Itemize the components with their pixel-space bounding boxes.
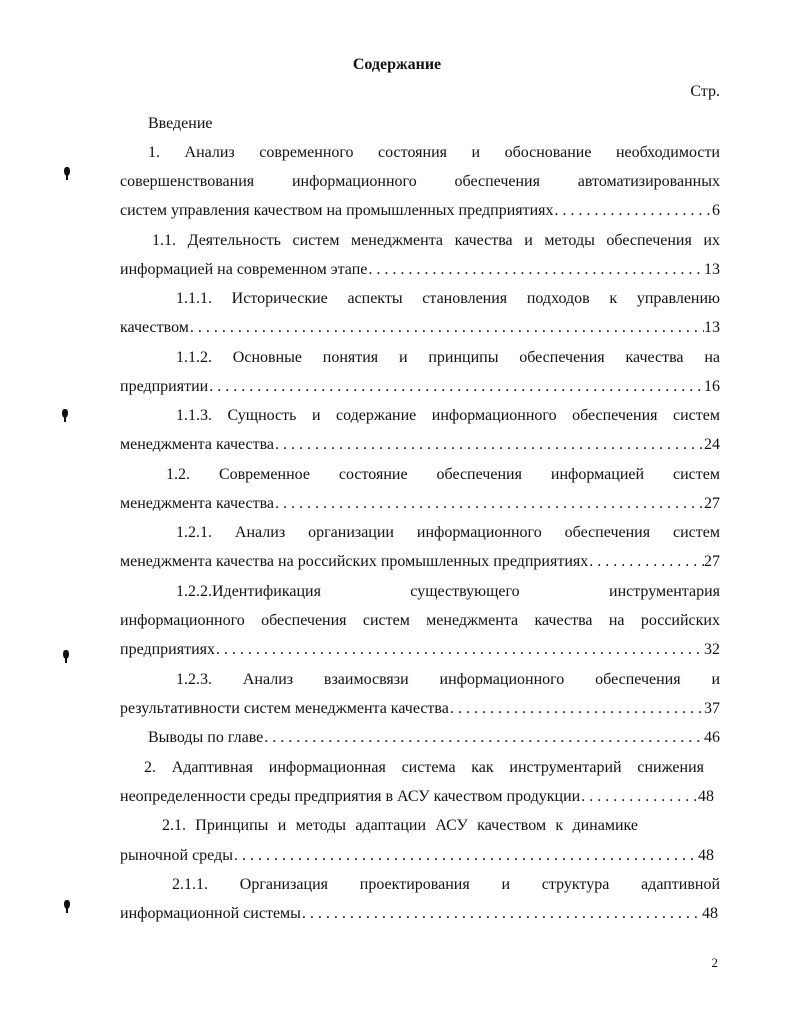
toc-dots bbox=[263, 727, 704, 749]
toc-dots bbox=[367, 259, 704, 281]
toc-entry bbox=[120, 551, 720, 573]
toc-entry-title: информацией на современном этапе bbox=[120, 261, 368, 278]
toc-entry-title: менеджмента качества bbox=[120, 495, 275, 512]
toc-page: 48 bbox=[698, 788, 714, 805]
toc-line: информационного обеспечения систем менеджмента качества на российских bbox=[120, 612, 720, 629]
toc-entry bbox=[120, 639, 720, 661]
toc-page: 13 bbox=[704, 319, 720, 336]
toc-line: 1. Анализ современного состояния и обоснование необходимости bbox=[148, 144, 720, 161]
toc-line: 1.1. Деятельность систем менеджмента качества и методы обеспечения их bbox=[152, 232, 720, 249]
toc-entry bbox=[120, 493, 720, 515]
toc-line: 2.1.1. Организация проектирования и структура адаптивной bbox=[172, 876, 720, 893]
toc-dots bbox=[233, 845, 698, 867]
toc-entry-title: менеджмента качества bbox=[120, 436, 275, 453]
toc-line: 1.2.3. Анализ взаимосвязи информационного обеспечения и bbox=[176, 671, 720, 688]
toc-page: 13 bbox=[704, 261, 720, 278]
toc-page: 27 bbox=[704, 495, 720, 512]
toc-entry bbox=[120, 903, 718, 925]
toc-line: 1.2.1. Анализ организации информационного обеспечения систем bbox=[176, 524, 720, 541]
toc-entry-title: качеством bbox=[120, 319, 189, 336]
toc-page: 48 bbox=[702, 905, 718, 922]
toc-dots bbox=[449, 698, 704, 720]
toc-entry bbox=[120, 376, 720, 398]
toc-entry bbox=[120, 317, 720, 339]
toc-line: совершенствования информационного обеспечения автоматизированных bbox=[120, 173, 720, 190]
toc-line: 1.1.1. Исторические аспекты становления подходов к управлению bbox=[176, 290, 720, 307]
toc-line: Введение bbox=[148, 115, 213, 132]
toc-line: 2.1. Принципы и методы адаптации АСУ качеством к динамике bbox=[162, 817, 638, 834]
toc-entry bbox=[120, 259, 720, 281]
toc-dots bbox=[274, 434, 704, 456]
toc-entry bbox=[120, 698, 720, 720]
toc-dots bbox=[554, 200, 712, 222]
toc-line: 1.2.2.Идентификация существующего инструментария bbox=[176, 583, 720, 600]
binding-hole-mark bbox=[64, 167, 70, 176]
toc-page: 37 bbox=[704, 700, 720, 717]
toc-dots bbox=[208, 376, 704, 398]
toc-entry bbox=[120, 434, 720, 456]
toc-entry-title: неопределенности среды предприятия в АСУ качеством продукции bbox=[120, 788, 581, 805]
toc-entry-title: предприятии bbox=[120, 378, 209, 395]
toc-entry bbox=[120, 786, 714, 808]
page-number: 2 bbox=[711, 955, 718, 970]
toc-page: 32 bbox=[704, 641, 720, 658]
toc-line: 1.2. Современное состояние обеспечения информацией систем bbox=[166, 466, 720, 483]
binding-hole-mark bbox=[62, 409, 68, 418]
toc-page: 46 bbox=[704, 729, 720, 746]
toc-dots bbox=[189, 317, 704, 339]
toc-entry-title: предприятиях bbox=[120, 641, 215, 658]
toc-entry-title: менеджмента качества на российских промышленных предприятиях bbox=[120, 553, 589, 570]
toc-entry-title: Выводы по главе bbox=[148, 729, 264, 746]
page-title: Содержание bbox=[352, 56, 442, 73]
toc-entry-title: результативности систем менеджмента качества bbox=[120, 700, 449, 717]
toc-page: 24 bbox=[704, 436, 720, 453]
toc-entry-title: систем управления качеством на промышленных предприятиях bbox=[120, 202, 554, 219]
toc-line: 1.1.2. Основные понятия и принципы обеспечения качества на bbox=[176, 349, 720, 366]
toc-page: 6 bbox=[712, 202, 720, 219]
toc-entry bbox=[120, 845, 714, 867]
toc-page: 27 bbox=[704, 553, 720, 570]
page-column-label: Стр. bbox=[690, 83, 720, 100]
binding-hole-mark bbox=[64, 900, 70, 909]
toc-dots bbox=[274, 493, 704, 515]
toc-dots bbox=[588, 551, 704, 573]
toc-dots bbox=[580, 786, 698, 808]
toc-page: 48 bbox=[698, 847, 714, 864]
toc-entry bbox=[148, 727, 720, 749]
toc-page: 16 bbox=[704, 378, 720, 395]
toc-entry-title: информационной системы bbox=[120, 905, 301, 922]
toc-line: 1.1.3. Сущность и содержание информационного обеспечения систем bbox=[176, 407, 720, 424]
toc-entry-title: рыночной среды bbox=[120, 847, 233, 864]
toc-dots bbox=[301, 903, 702, 925]
toc-line: 2. Адаптивная информационная система как инструментарий снижения bbox=[144, 759, 704, 776]
binding-hole-mark bbox=[63, 650, 69, 659]
toc-entry bbox=[120, 200, 720, 222]
toc-dots bbox=[215, 639, 704, 661]
